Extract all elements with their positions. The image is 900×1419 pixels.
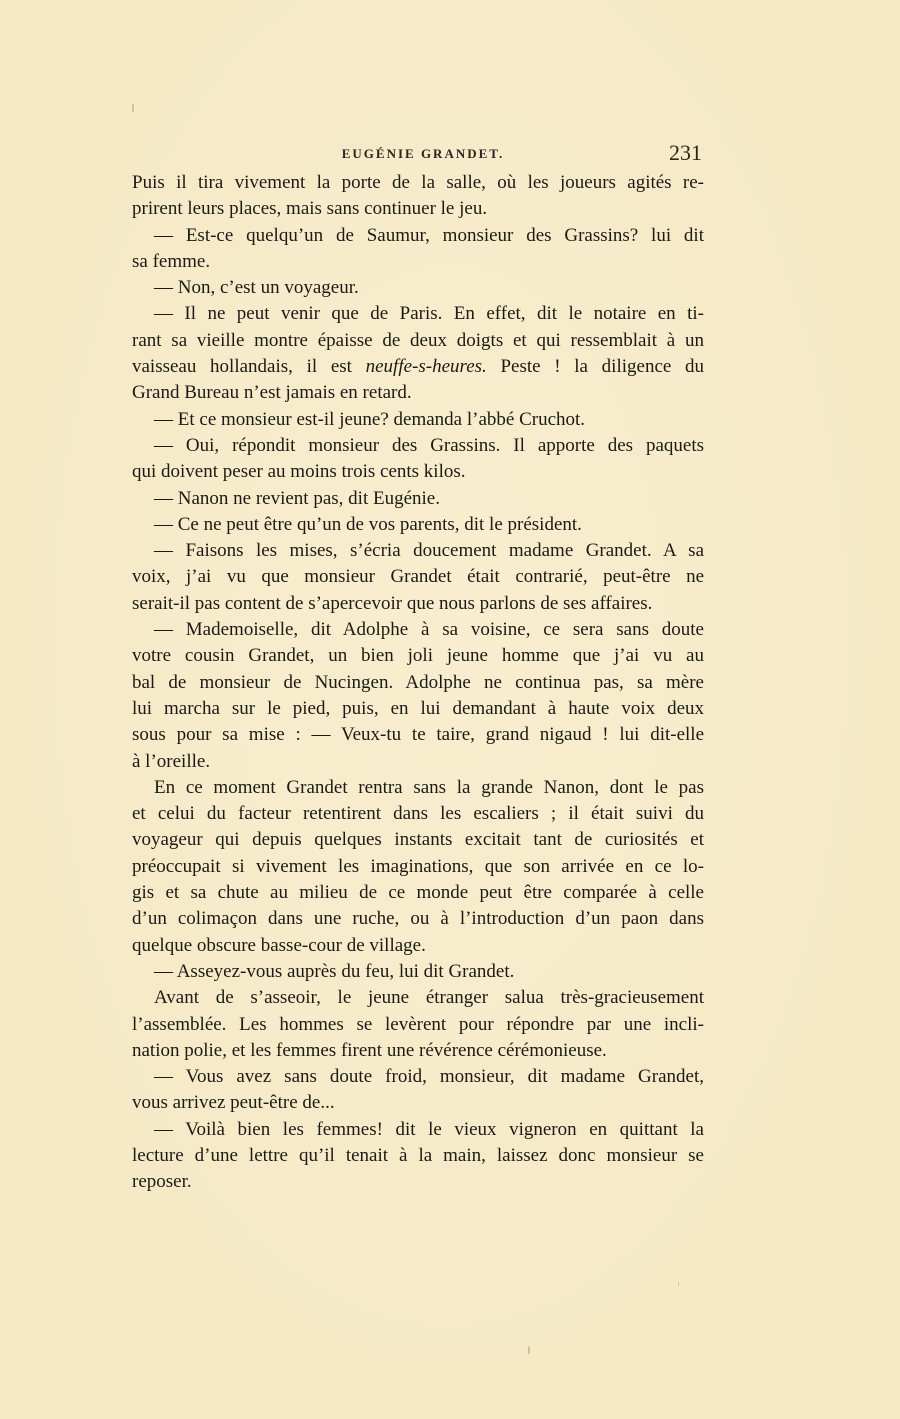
text-line: quelque obscure basse-cour de village. bbox=[132, 934, 426, 956]
text-line: préoccupait si vivement les imaginations, que son arrivée en ce lo- bbox=[132, 855, 704, 877]
text-line: d’un colimaçon dans une ruche, ou à l’introduction d’un paon dans bbox=[132, 908, 704, 930]
body-text bbox=[132, 170, 704, 1196]
text-line: vous arrivez peut-être de... bbox=[132, 1092, 335, 1114]
page-number: 231 bbox=[669, 140, 702, 165]
page-header bbox=[132, 140, 702, 168]
text-line: rant sa vieille montre épaisse de deux doigts et qui ressemblait à un bbox=[132, 329, 704, 351]
text-line: voyageur qui depuis quelques instants excitait tant de curiosités et bbox=[132, 829, 704, 851]
italic-text-segment: neuffe-s-heures. bbox=[365, 356, 487, 378]
text-line: votre cousin Grandet, un bien joli jeune homme que j’ai vu au bbox=[132, 645, 704, 667]
text-line: En ce moment Grandet rentra sans la grande Nanon, dont le pas bbox=[154, 776, 704, 798]
text-line: sa femme. bbox=[132, 250, 211, 272]
text-line: bal de monsieur de Nucingen. Adolphe ne continua pas, sa mère bbox=[132, 671, 704, 693]
text-line: — Faisons les mises, s’écria doucement madame Grandet. A sa bbox=[154, 540, 704, 562]
text-line: gis et sa chute au milieu de ce monde peut être comparée à celle bbox=[132, 882, 704, 904]
text-line bbox=[132, 354, 704, 380]
text-line: serait-il pas content de s’apercevoir que nous parlons de ses affaires. bbox=[132, 592, 653, 614]
text-line: — Et ce monsieur est-il jeune? demanda l’abbé Cruchot. bbox=[154, 408, 586, 430]
text-line: prirent leurs places, mais sans continuer le jeu. bbox=[132, 198, 488, 220]
text-line: à l’oreille. bbox=[132, 750, 211, 772]
text-line: — Il ne peut venir que de Paris. En effet, dit le notaire en ti- bbox=[154, 303, 704, 325]
text-line: sous pour sa mise : — Veux-tu te taire, grand nigaud ! lui dit-elle bbox=[132, 724, 704, 746]
text-line: Avant de s’asseoir, le jeune étranger salua très-gracieusement bbox=[154, 987, 704, 1009]
text-line: l’assemblée. Les hommes se levèrent pour répondre par une incli- bbox=[132, 1013, 704, 1035]
text-line: nation polie, et les femmes firent une révérence cérémonieuse. bbox=[132, 1039, 607, 1061]
text-line: reposer. bbox=[132, 1171, 192, 1193]
text-line: — Vous avez sans doute froid, monsieur, dit madame Grandet, bbox=[154, 1066, 704, 1088]
text-segment: vaisseau hollandais, il est bbox=[132, 356, 366, 378]
text-line: voix, j’ai vu que monsieur Grandet était contrarié, peut-être ne bbox=[132, 566, 704, 588]
text-line: et celui du facteur retentirent dans les escaliers ; il était suivi du bbox=[132, 803, 704, 825]
paper-speck bbox=[678, 1282, 679, 1286]
text-line: Puis il tira vivement la porte de la salle, où les joueurs agités re- bbox=[132, 172, 704, 193]
paper-speck bbox=[528, 1346, 530, 1354]
text-line: lecture d’une lettre qu’il tenait à la main, laissez donc monsieur se bbox=[132, 1144, 704, 1166]
paper-speck bbox=[132, 104, 134, 112]
text-line: Grand Bureau n’est jamais en retard. bbox=[132, 382, 412, 404]
text-line: lui marcha sur le pied, puis, en lui demandant à haute voix deux bbox=[132, 697, 704, 719]
text-line: — Oui, répondit monsieur des Grassins. Il apporte des paquets bbox=[154, 434, 704, 456]
text-line: — Ce ne peut être qu’un de vos parents, dit le président. bbox=[154, 513, 582, 535]
text-line: — Voilà bien les femmes! dit le vieux vigneron en quittant la bbox=[154, 1118, 704, 1140]
text-line: — Non, c’est un voyageur. bbox=[154, 277, 359, 299]
text-segment: Peste ! la diligence du bbox=[486, 356, 704, 378]
text-line: — Nanon ne revient pas, dit Eugénie. bbox=[154, 487, 440, 509]
text-line: qui doivent peser au moins trois cents kilos. bbox=[132, 461, 466, 483]
text-line: — Est-ce quelqu’un de Saumur, monsieur des Grassins? lui dit bbox=[154, 224, 704, 246]
text-line: — Asseyez-vous auprès du feu, lui dit Grandet. bbox=[154, 960, 515, 982]
text-line: — Mademoiselle, dit Adolphe à sa voisine, ce sera sans doute bbox=[154, 619, 704, 641]
running-title: EUGÉNIE GRANDET. bbox=[341, 146, 505, 161]
